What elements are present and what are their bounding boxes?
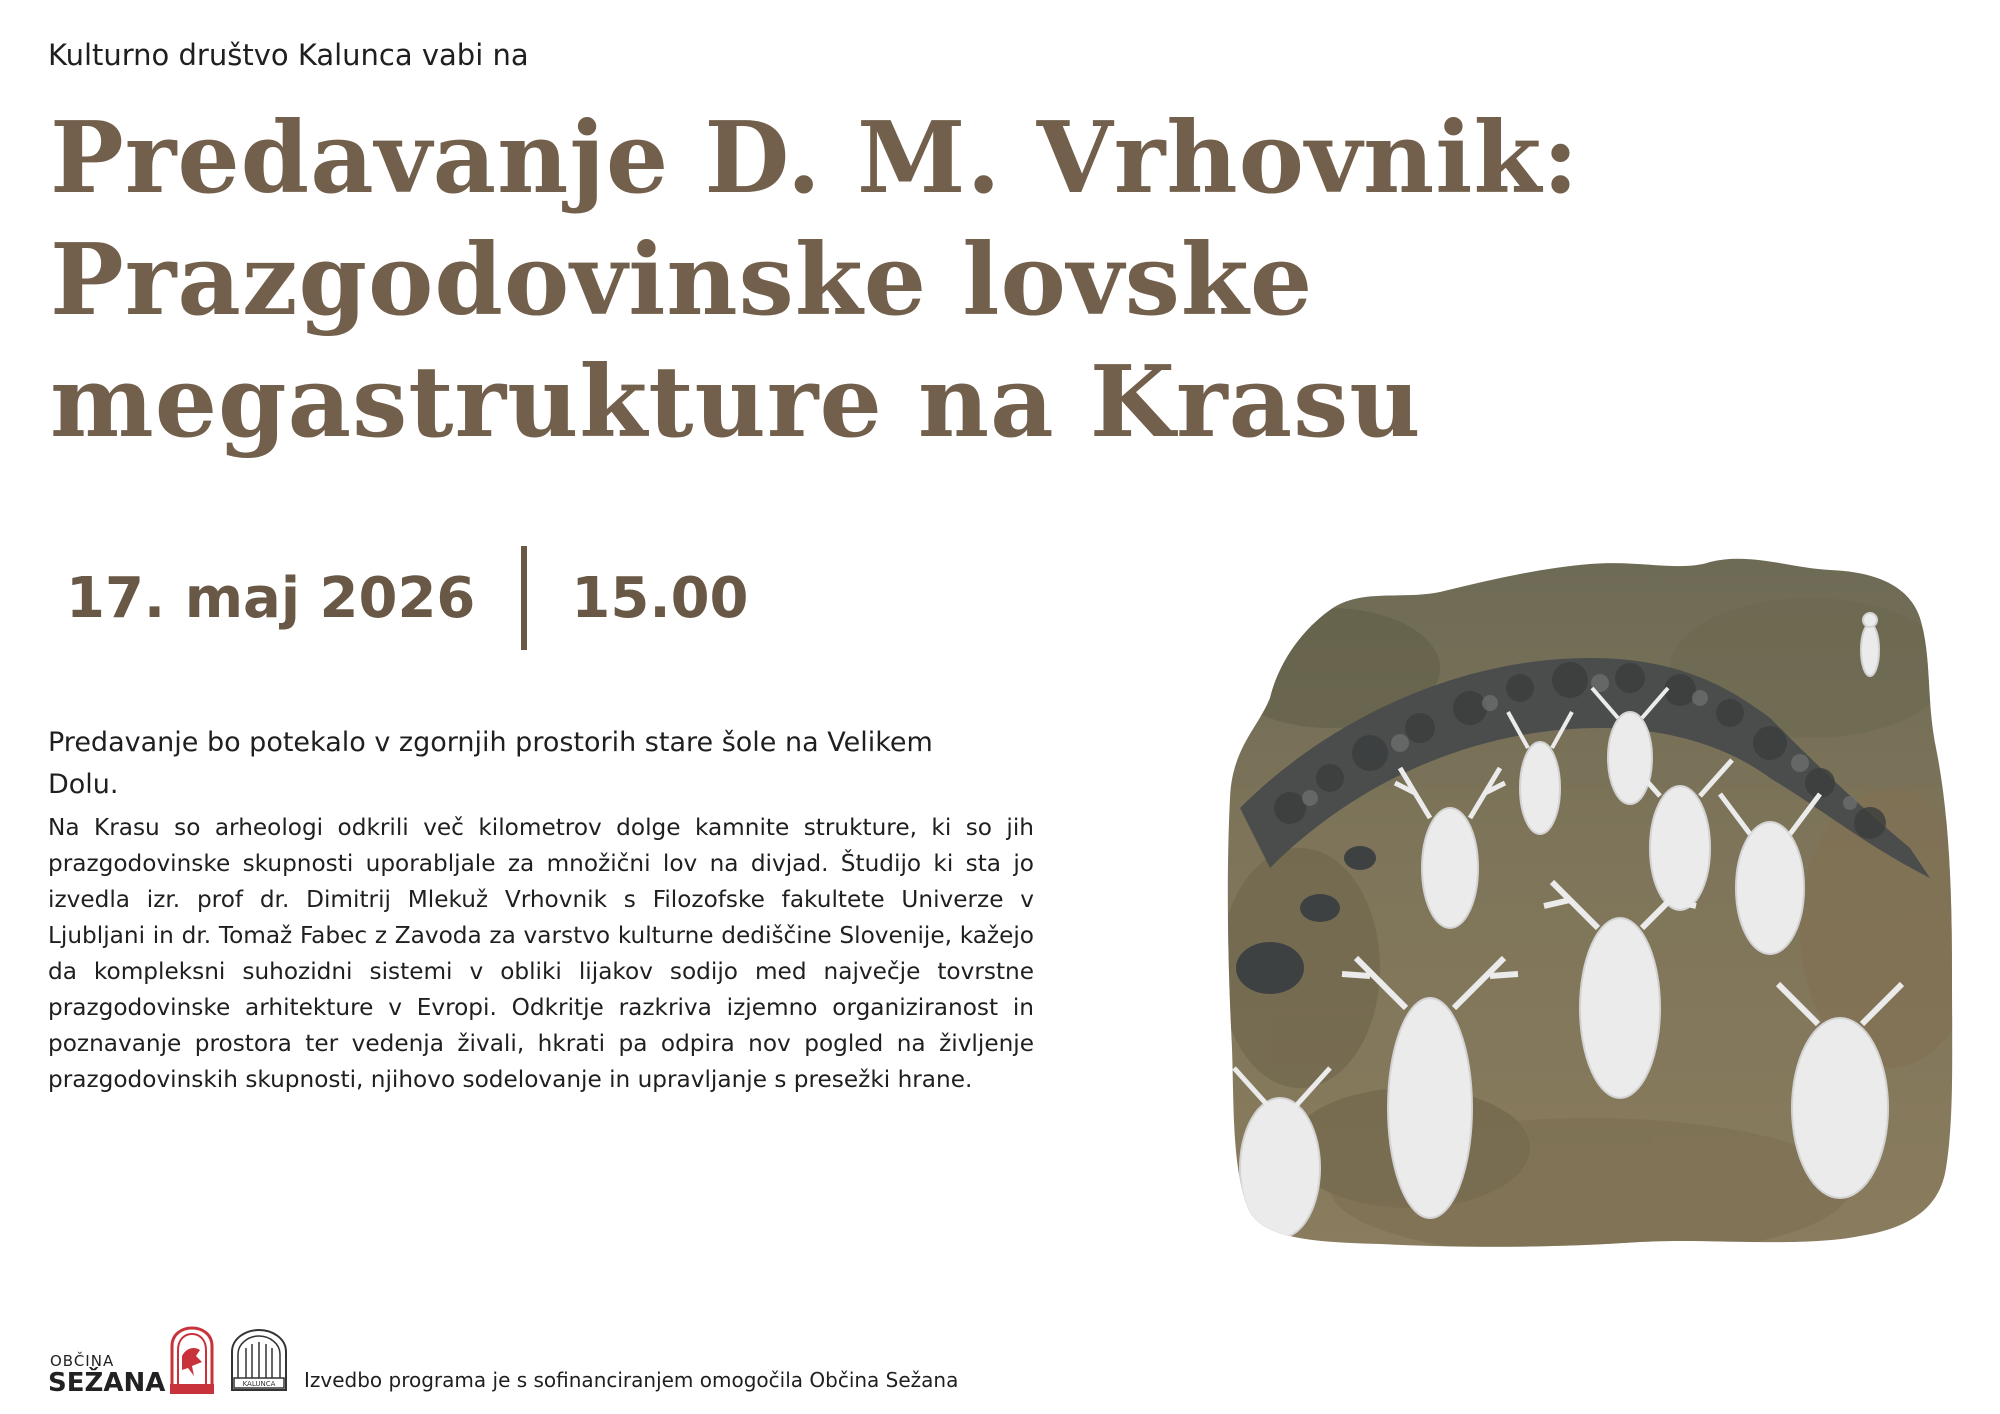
deer-illustration: [1210, 548, 1970, 1254]
kalunca-logo-text: KALUNCA: [242, 1380, 276, 1388]
event-location: Predavanje bo potekalo v zgornjih prostorih stare šole na Velikem Dolu.: [48, 727, 933, 800]
event-datetime: [66, 548, 749, 648]
datetime-divider: [521, 546, 527, 650]
sezana-label: SEŽANA: [48, 1368, 166, 1398]
event-date: 17. maj 2026: [66, 565, 476, 631]
sezana-crest-icon: [168, 1326, 216, 1396]
page-title: [50, 98, 1750, 464]
sponsor-note: Izvedbo programa je s sofinanciranjem omogočila Občina Sežana: [304, 1368, 959, 1392]
title-line-2: Prazgodovinske lovske: [50, 223, 1314, 338]
obcina-sezana-logo: [48, 1352, 164, 1400]
kalunca-logo-icon: [226, 1328, 292, 1394]
event-time: 15.00: [571, 565, 749, 631]
title-line-3: megastrukture na Krasu: [50, 345, 1422, 460]
event-description: Na Krasu so arheologi odkrili več kilometrov dolge kamnite strukture, ki so jih prazgodovinske skupnosti uporabljale za množični lov na divjad. Študijo ki sta jo izvedla izr. prof dr. Dimitrij Mlekuž Vrhovnik s Filozofske fakultete Univerze v Ljubljani in dr. Tomaž Fabec z Zavoda za varstvo kulturne dediščine Slovenije, kažejo da kompleksni suhozidni sistemi v obliki lijakov sodijo med največje tovrstne prazgodovinske arhitekture v Evropi. Odkritje razkriva izjemno organiziranost in poznavanje prostora ter vedenja živali, hkrati pa odpira nov pogled na življenje prazgodovinskih skupnosti, njihovo sodelovanje in upravljanje s presežki hrane.: [48, 814, 1034, 1093]
footer: [48, 1322, 1048, 1402]
intro-text: Kulturno društvo Kalunca vabi na: [48, 38, 529, 72]
title-line-1: Predavanje D. M. Vrhovnik:: [50, 101, 1580, 216]
obcina-label: OBČINA: [50, 1352, 115, 1370]
